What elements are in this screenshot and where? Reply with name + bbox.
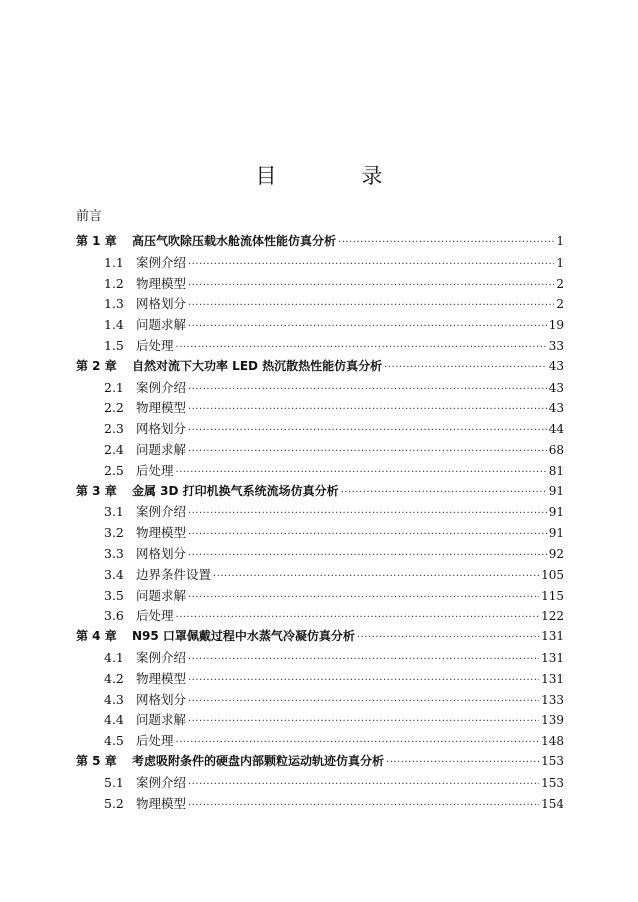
section-title: 网格划分 [136, 421, 187, 437]
section-number: 2.3 [104, 421, 124, 437]
toc-section-entry [76, 274, 564, 295]
chapter-title: 考虑吸附条件的硬盘内部颗粒运动轨迹仿真分析 [132, 753, 385, 768]
dot-leader [188, 446, 547, 457]
chapter-page-number: 43 [548, 358, 564, 373]
section-number: 4.3 [104, 691, 124, 707]
toc-section-entry [76, 731, 564, 752]
toc-section-entry [76, 606, 564, 627]
section-number: 1.4 [104, 317, 124, 333]
section-title: 问题求解 [136, 317, 187, 333]
section-number: 4.5 [104, 733, 124, 749]
section-number: 2.1 [104, 379, 124, 395]
toc-chapter-entry [76, 627, 564, 648]
toc-section-entry [76, 253, 564, 274]
section-title: 问题求解 [136, 587, 187, 603]
section-number: 1.5 [104, 337, 124, 353]
preface-entry: 前言 [76, 209, 103, 224]
chapter-number: 第 2 章 [76, 358, 117, 373]
section-page-number: 33 [548, 338, 564, 353]
toc-section-entry [76, 773, 564, 794]
section-number: 3.6 [104, 608, 124, 624]
section-title: 后处理 [136, 337, 174, 353]
toc-section-entry [76, 294, 564, 315]
toc-section-entry [76, 690, 564, 711]
section-number: 3.3 [104, 545, 124, 561]
section-page-number: 19 [548, 318, 564, 333]
section-page-number: 68 [548, 442, 564, 457]
section-title: 问题求解 [136, 712, 187, 728]
dot-leader [188, 716, 539, 727]
section-page-number: 2 [556, 297, 564, 312]
dot-leader [188, 675, 539, 686]
section-page-number: 92 [548, 546, 564, 561]
section-page-number: 153 [541, 775, 564, 790]
chapter-page-number: 131 [541, 629, 564, 644]
section-page-number: 115 [541, 588, 564, 603]
dot-leader [188, 800, 539, 811]
dot-leader [188, 592, 539, 603]
dot-leader [213, 571, 539, 582]
dot-leader [341, 487, 547, 498]
dot-leader [188, 384, 547, 395]
section-page-number: 105 [541, 567, 564, 582]
section-title: 边界条件设置 [136, 566, 212, 582]
toc-section-entry [76, 461, 564, 482]
section-number: 4.1 [104, 649, 124, 665]
section-number: 4.2 [104, 670, 124, 686]
section-number: 3.5 [104, 587, 124, 603]
toc-section-entry [76, 586, 564, 607]
page-title: 目 录 [255, 164, 415, 188]
section-title: 物理模型 [136, 525, 187, 541]
dot-leader [386, 757, 539, 768]
section-title: 案例介绍 [136, 649, 187, 665]
dot-leader [188, 321, 547, 332]
section-page-number: 133 [541, 692, 564, 707]
toc-section-entry [76, 502, 564, 523]
toc-chapter-entry [76, 357, 564, 378]
section-number: 5.1 [104, 774, 124, 790]
section-title: 物理模型 [136, 795, 187, 811]
section-page-number: 131 [541, 650, 564, 665]
chapter-number: 第 3 章 [76, 483, 117, 498]
section-title: 后处理 [136, 733, 174, 749]
toc-section-entry [76, 398, 564, 419]
dot-leader [176, 467, 547, 478]
dot-leader [384, 362, 547, 373]
dot-leader [338, 237, 554, 248]
toc-section-entry [76, 315, 564, 336]
toc-section-entry [76, 523, 564, 544]
toc-section-entry [76, 440, 564, 461]
section-page-number: 139 [541, 713, 564, 728]
section-title: 后处理 [136, 462, 174, 478]
table-of-contents [76, 232, 564, 814]
section-number: 1.1 [104, 254, 124, 270]
toc-section-entry [76, 378, 564, 399]
toc-section-entry [76, 648, 564, 669]
section-page-number: 2 [556, 276, 564, 291]
section-page-number: 131 [541, 671, 564, 686]
section-number: 5.2 [104, 795, 124, 811]
section-title: 案例介绍 [136, 774, 187, 790]
section-page-number: 91 [548, 505, 564, 520]
section-number: 3.2 [104, 525, 124, 541]
section-page-number: 81 [548, 463, 564, 478]
dot-leader [176, 342, 547, 353]
toc-section-entry [76, 336, 564, 357]
dot-leader [188, 425, 547, 436]
section-number: 2.4 [104, 441, 124, 457]
toc-section-entry [76, 669, 564, 690]
section-page-number: 43 [548, 401, 564, 416]
section-page-number: 122 [541, 609, 564, 624]
section-title: 网格划分 [136, 691, 187, 707]
toc-section-entry [76, 565, 564, 586]
toc-chapter-entry [76, 482, 564, 503]
dot-leader [188, 529, 547, 540]
section-title: 案例介绍 [136, 254, 187, 270]
dot-leader [188, 259, 554, 270]
dot-leader [357, 632, 539, 643]
dot-leader [176, 612, 540, 623]
dot-leader [188, 654, 539, 665]
chapter-page-number: 91 [548, 483, 564, 498]
toc-section-entry [76, 710, 564, 731]
section-number: 1.3 [104, 296, 124, 312]
dot-leader [188, 779, 539, 790]
section-number: 2.2 [104, 400, 124, 416]
chapter-title: N95 口罩佩戴过程中水蒸气冷凝仿真分析 [132, 629, 355, 644]
section-title: 物理模型 [136, 400, 187, 416]
toc-section-entry [76, 544, 564, 565]
section-number: 1.2 [104, 275, 124, 291]
section-title: 物理模型 [136, 275, 187, 291]
chapter-title: 金属 3D 打印机换气系统流场仿真分析 [132, 483, 339, 498]
dot-leader [188, 696, 539, 707]
section-page-number: 44 [548, 422, 564, 437]
section-page-number: 148 [541, 734, 564, 749]
section-title: 网格划分 [136, 545, 187, 561]
section-title: 问题求解 [136, 441, 187, 457]
section-number: 2.5 [104, 462, 124, 478]
dot-leader [176, 737, 540, 748]
section-title: 物理模型 [136, 670, 187, 686]
dot-leader [188, 300, 554, 311]
section-title: 案例介绍 [136, 504, 187, 520]
chapter-page-number: 1 [556, 234, 564, 248]
chapter-number: 第 5 章 [76, 753, 117, 768]
section-number: 4.4 [104, 712, 124, 728]
section-title: 后处理 [136, 608, 174, 624]
chapter-title: 高压气吹除压载水舱流体性能仿真分析 [132, 234, 337, 248]
section-page-number: 1 [556, 255, 564, 270]
section-page-number: 43 [548, 380, 564, 395]
section-page-number: 91 [548, 526, 564, 541]
toc-section-entry [76, 794, 564, 815]
dot-leader [188, 404, 547, 415]
section-number: 3.1 [104, 504, 124, 520]
section-number: 3.4 [104, 566, 124, 582]
toc-chapter-entry [76, 232, 564, 253]
section-title: 网格划分 [136, 296, 187, 312]
chapter-number: 第 1 章 [76, 234, 117, 248]
dot-leader [188, 280, 554, 291]
chapter-page-number: 153 [541, 753, 564, 768]
section-page-number: 154 [541, 796, 564, 811]
chapter-title: 自然对流下大功率 LED 热沉散热性能仿真分析 [132, 358, 383, 373]
toc-chapter-entry [76, 752, 564, 773]
toc-section-entry [76, 419, 564, 440]
chapter-number: 第 4 章 [76, 629, 117, 644]
section-title: 案例介绍 [136, 379, 187, 395]
dot-leader [188, 508, 547, 519]
dot-leader [188, 550, 547, 561]
